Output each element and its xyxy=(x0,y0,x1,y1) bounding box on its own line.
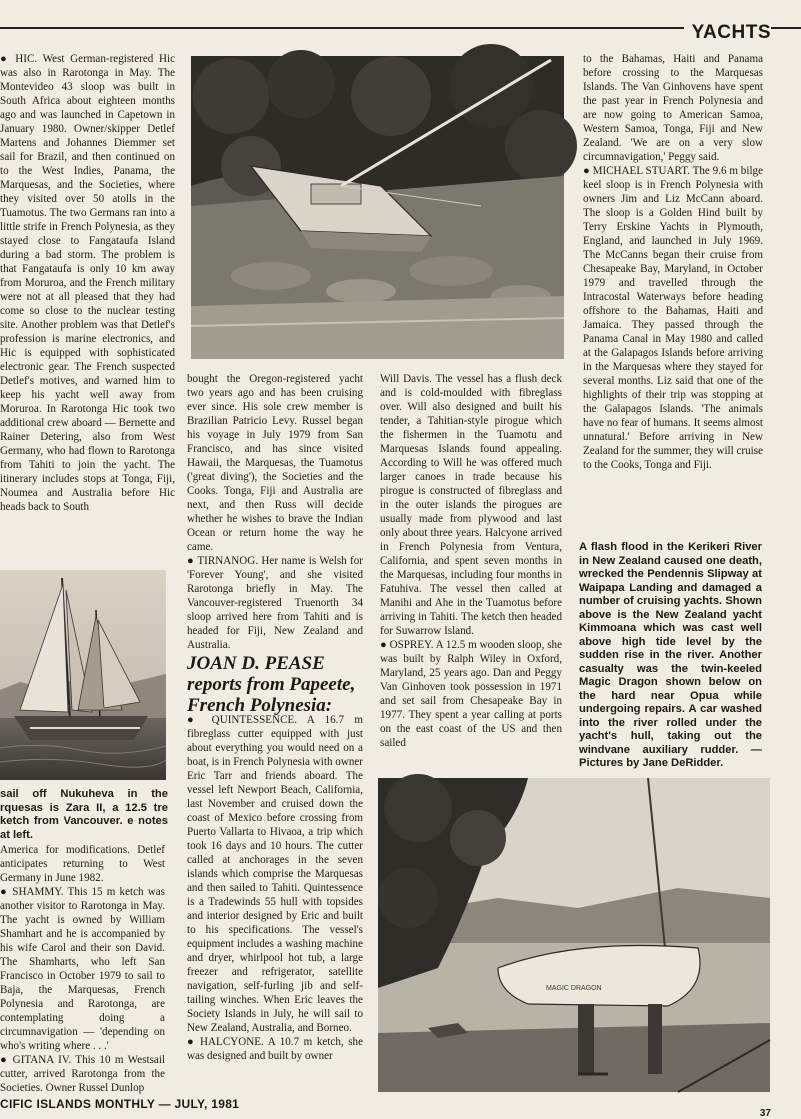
col1-top xyxy=(0,52,175,562)
col3 xyxy=(380,372,562,772)
caption-flood: A flash flood in the Kerikeri River in New Zealand caused one death, wrecked the Pendennis Slipway at Waipapa Landing and damaged a number of cruising yachts. Shown above is the New Zealand yacht Kimmoana which was cast well above high tide level by the sudden rise in the river. Another casualty was the twin-keeled Magic Dragon shown below on the hard near Opua while undergoing repairs. A car washed into the river rolled under the yacht's hull, taking out the windvane auxiliary rudder. — Pictures by Jane DeRidder. xyxy=(579,541,762,769)
article-quintessence: ● QUINTESSENCE. A 16.7 m fibreglass cutter equipped with just about everything you would need on a boat, is in French Polynesia with owner Eric Tarr and friends aboard. The vessel left Newport Beach, California, last November and cruised down the coast of Mexico before crossing from Puerto Vallarta to Hivaoa, a trip which took 16 days and 10 hours. The cutter called at anchorages in the seven islands which comprise the Marquesas and then sailed to Tahiti. Quintessence is a Tradewinds 55 hull with topsides and interior designed by Eric and built to his specifications. The vessel's equipment includes a washing machine and dryer, whirlpool hot tub, a large freezer and refrigerator, satellite navigation, self-furling jib and self-tailing winches. When Eric leaves the Society Islands in July, he will sail to New Zealand, Australia, and Borneo. xyxy=(187,714,363,1034)
caption-zara-ii: sail off Nukuheva in the rquesas is Zara II, a 12.5 tre ketch from Vancouver. e notes at left. xyxy=(0,788,168,841)
article-tirnanog: ● TIRNANOG. Her name is Welsh for 'Forever Young', and she visited Rarotonga briefly in May. The Vancouver-registered Truenorth 34 sloop arrived here from Tahiti and is headed for Fiji, New Zealand and Australia. xyxy=(187,555,363,651)
para-osprey-cont: to the Bahamas, Haiti and Panama before crossing to the Marquesas Islands. The Van Ginhovens have spent the past year in French Polynesia and are now going to American Samoa, Western Samoa, Tonga, Fiji and New Zealand. 'We are on a very slow circumnavigation,' Peggy said. xyxy=(583,53,763,163)
photo-zara-ii xyxy=(0,570,166,780)
article-osprey: ● OSPREY. A 12.5 m wooden sloop, she was built by Ralph Wiley in Oxford, Maryland, 25 years ago. Dan and Peggy Van Ginhoven took possession in 1971 and set sail from Chesapeake Bay in 1977. They spent a year calling at ports on the east coast of the US and then sailed xyxy=(380,639,562,749)
photo-kimmoana xyxy=(191,56,564,359)
col4 xyxy=(583,52,763,514)
col2-bottom xyxy=(187,713,363,1096)
article-hic: ● HIC. West German-registered Hic was also in Rarotonga in May. The Montevideo 43 sloop was built in South Africa about eighteen months ago and was launched in Capetown in January 1980. Owner/skipper Detlef Martens and Johannes Diemmer set sail for Brazil, and then continued on to the West Indies, Panama, the Marquesas, and the Societies, where they visited over 50 atolls in the Tuamotus. The two Germans ran into a little strife in French Polynesia, as they stayed close to Fangataufa Island during a bad storm. The problem is that Fangataufa is only 10 km away from Moruroa, and the French military were not at all pleased that they had come so close to the nuclear testing site. Another problem was that Detlef's profession is marine electronics, and Hic is equipped with sophisticated electronic gear. The French suspected Detlef's motives, and warned him to keep his yacht well away from Moruroa. In Rarotonga Hic took two additional crew aboard — Bernette and Rainer Detering, also from West Germany, who had flown to Rarotonga from Tahiti to join the yacht. The itinerary includes stops at Tonga, Fiji, Noumea and Australia before Hic heads back to South xyxy=(0,53,175,513)
article-shammy: ● SHAMMY. This 15 m ketch was another visitor to Rarotonga in May. The yacht is owned by William Shamhart and he is accompanied by his wife Carol and their son David. The Shamharts, who left San Francisco in October 1979 to sail to Baja, the Marquesas, French Polynesia and Rarotonga, are contemplating doing a circumnavigation — 'depending on who's writing where . . .' xyxy=(0,886,165,1052)
photo-magic-dragon xyxy=(378,778,770,1092)
col2 xyxy=(187,372,363,651)
para-hic-end: America for modifications. Detlef anticipates returning to West Germany in June 1982. xyxy=(0,844,165,884)
para-gitana-cont: bought the Oregon-registered yacht two years ago and has been cruising ever since. His sole crew member is Brazilian Patricio Levy. Russel began his voyage in July 1979 from San Francisco, and has since visited Hawaii, the Marquesas, the Tuamotus ('great diving'), the Societies and the Cooks. Tonga, Fiji and Australia are next, and then Russ will decide whether he wishes to brave the Indian Ocean or return home the way he came. xyxy=(187,373,363,553)
para-halcyone-cont: Will Davis. The vessel has a flush deck and is cold-moulded with fibreglass over. Will also designed and built his tender, a Tahitian-style pirogue which the fishermen in the Tuamotu and Marquesas Islands found appealing. According to Will he was offered much larger canoes in trade because his pirogue is constructed of fibreglass and in the outer islands the pirogues are usually made from plywood and last only about three years. Halcyone arrived in French Polynesia from Ventura, California, and spent seven months in the Marquesas, including four months in Fatuhiva. The vessel then called at Manihi and Ahe in the Tuamotus before arriving in Tahiti. The ketch then headed for Suwarrow Island. xyxy=(380,373,562,637)
hull-name-text: MAGIC DRAGON xyxy=(546,985,602,992)
header-rule xyxy=(0,27,801,29)
page-number: 37 xyxy=(759,1108,771,1119)
article-halcyone: ● HALCYONE. A 10.7 m ketch, she was designed and built by owner xyxy=(187,1036,363,1062)
col1-bottom xyxy=(0,843,165,1093)
article-michael-stuart: ● MICHAEL STUART. The 9.6 m bilge keel sloop is in French Polynesia with owners Jim and Liz McCann aboard. The sloop is a Golden Hind built by Terry Erskine Yachts in Plymouth, England, and launched in July 1969. The McCanns began their cruise from Chesapeake Bay, Maryland, in October 1979 and travelled through the Intracostal Waterways before heading offshore to the Bahamas, Haiti and Jamaica. They passed through the Panama Canal in May 1980 and called at the Galapagos Islands before arriving in the Marquesas where they stayed for several months. Liz said that one of the highlights of their trip was stopping at the Galapagos Islands. 'The animals have no fear of humans. It seems almost unnatural.' Before arriving in New Zealand for the summer, they will cruise to the Cooks, Tonga and Fiji. xyxy=(583,165,763,471)
footer-publication: CIFIC ISLANDS MONTHLY — JULY, 1981 xyxy=(0,1097,240,1111)
article-gitana: ● GITANA IV. This 10 m Westsail cutter, arrived Rarotonga from the Societies. Owner Russel Dunlop xyxy=(0,1054,165,1094)
section-title: YACHTS xyxy=(684,22,771,44)
report-heading: JOAN D. PEASE reports from Papeete, French Polynesia: xyxy=(187,653,356,716)
